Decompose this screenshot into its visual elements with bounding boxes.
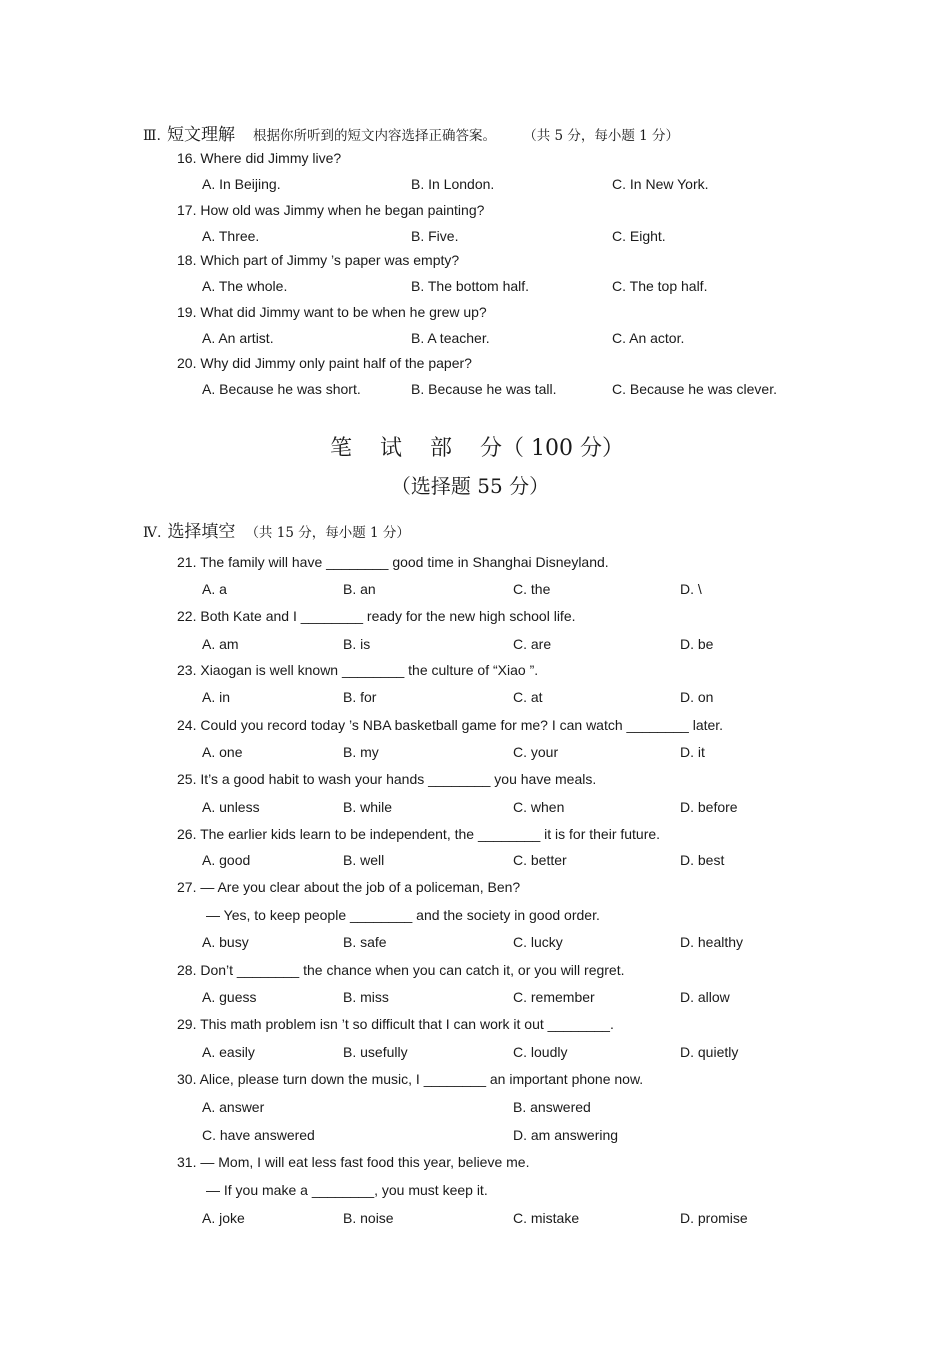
option-29-d: D. quietly — [680, 1044, 739, 1060]
option-17-b: B. Five. — [411, 228, 459, 244]
option-26-b: B. well — [343, 852, 385, 868]
question-18: 18. Which part of Jimmy ’s paper was empty? — [177, 252, 460, 268]
option-16-b: B. In London. — [411, 176, 495, 192]
option-21-a: A. a — [202, 581, 227, 597]
written-part-subheading: （选择题 55 分） — [390, 474, 550, 498]
option-27-b: B. safe — [343, 934, 387, 950]
option-22-c: C. are — [513, 636, 552, 652]
option-24-a: A. one — [202, 744, 243, 760]
option-18-a: A. The whole. — [202, 278, 288, 294]
option-29-c: C. loudly — [513, 1044, 568, 1060]
option-28-a: A. guess — [202, 989, 257, 1005]
question-28: 28. Don’t ________ the chance when you can catch it, or you will regret. — [177, 962, 625, 978]
option-27-d: D. healthy — [680, 934, 744, 950]
question-30: 30. Alice, please turn down the music, I ________ an important phone now. — [177, 1071, 644, 1087]
option-24-b: B. my — [343, 744, 379, 760]
section-number: Ⅲ. — [143, 128, 161, 144]
option-21-c: C. the — [513, 581, 551, 597]
question-19: 19. What did Jimmy want to be when he grew up? — [177, 304, 487, 320]
section-instructions: 根据你所听到的短文内容选择正确答案。 — [252, 128, 496, 144]
option-22-b: B. is — [343, 636, 371, 652]
option-19-c: C. An actor. — [612, 330, 685, 346]
option-28-b: B. miss — [343, 989, 389, 1005]
section-score: （共 15 分，每小题 1 分） — [245, 525, 410, 541]
option-22-a: A. am — [202, 636, 239, 652]
option-25-c: C. when — [513, 799, 565, 815]
option-26-c: C. better — [513, 852, 567, 868]
option-29-b: B. usefully — [343, 1044, 408, 1060]
option-24-c: C. your — [513, 744, 559, 760]
option-19-a: A. An artist. — [202, 330, 274, 346]
question-23: 23. Xiaogan is well known ________ the culture of “Xiao ”. — [177, 662, 539, 678]
question-24: 24. Could you record today ’s NBA basketball game for me? I can watch ________ later. — [177, 717, 724, 733]
option-20-c: C. Because he was clever. — [612, 381, 777, 397]
option-19-b: B. A teacher. — [411, 330, 490, 346]
option-17-a: A. Three. — [202, 228, 260, 244]
section-title: 短文理解 — [166, 125, 235, 145]
option-31-d: D. promise — [680, 1210, 748, 1226]
question-16: 16. Where did Jimmy live? — [177, 150, 342, 166]
written-part-heading — [0, 431, 940, 462]
question-25: 25. It’s a good habit to wash your hands ________ you have meals. — [177, 771, 597, 787]
option-20-b: B. Because he was tall. — [411, 381, 557, 397]
question-31: 31. — Mom, I will eat less fast food this year, believe me. — [177, 1154, 530, 1170]
option-27-a: A. busy — [202, 934, 249, 950]
option-16-a: A. In Beijing. — [202, 176, 281, 192]
question-21: 21. The family will have ________ good time in Shanghai Disneyland. — [177, 554, 609, 570]
option-18-c: C. The top half. — [612, 278, 708, 294]
option-17-c: C. Eight. — [612, 228, 666, 244]
option-30-a: A. answer — [202, 1099, 265, 1115]
heading-char: 试 — [379, 436, 402, 461]
option-16-c: C. In New York. — [612, 176, 709, 192]
question-31-reply: — If you make a ________, you must keep it. — [206, 1182, 488, 1198]
option-25-a: A. unless — [202, 799, 260, 815]
question-27: 27. — Are you clear about the job of a policeman, Ben? — [177, 879, 521, 895]
option-20-a: A. Because he was short. — [202, 381, 361, 397]
section-4-header — [143, 517, 410, 542]
option-23-a: A. in — [202, 689, 231, 705]
option-29-a: A. easily — [202, 1044, 255, 1060]
option-24-d: D. it — [680, 744, 705, 760]
option-23-c: C. at — [513, 689, 543, 705]
heading-char: 笔 — [329, 436, 352, 461]
option-21-b: B. an — [343, 581, 376, 597]
option-26-a: A. good — [202, 852, 251, 868]
heading-char: 部 — [430, 436, 453, 461]
section-score: （共 5 分，每小题 1 分） — [529, 128, 680, 144]
option-30-b: B. answered — [513, 1099, 591, 1115]
option-31-a: A. joke — [202, 1210, 245, 1226]
option-23-b: B. for — [343, 689, 377, 705]
question-26: 26. The earlier kids learn to be independent, the ________ it is for their future. — [177, 826, 661, 842]
question-22: 22. Both Kate and I ________ ready for the new high school life. — [177, 608, 576, 624]
question-27-reply: — Yes, to keep people ________ and the society in good order. — [206, 907, 600, 923]
option-30-d: D. am answering — [513, 1127, 619, 1143]
option-27-c: C. lucky — [513, 934, 563, 950]
section-number: Ⅳ. — [143, 525, 162, 541]
option-23-d: D. on — [680, 689, 714, 705]
option-30-c: C. have answered — [202, 1127, 315, 1143]
option-25-b: B. while — [343, 799, 393, 815]
section-title: 选择填空 — [167, 522, 236, 542]
heading-score: （ 100 分） — [502, 436, 625, 461]
question-20: 20. Why did Jimmy only paint half of the paper? — [177, 355, 472, 371]
option-28-c: C. remember — [513, 989, 595, 1005]
question-17: 17. How old was Jimmy when he began painting? — [177, 202, 485, 218]
option-31-c: C. mistake — [513, 1210, 580, 1226]
option-28-d: D. allow — [680, 989, 730, 1005]
option-26-d: D. best — [680, 852, 725, 868]
heading-char: 分 — [480, 436, 503, 461]
option-31-b: B. noise — [343, 1210, 394, 1226]
option-21-d: D. \ — [680, 581, 702, 597]
section-3-header — [143, 120, 679, 145]
option-22-d: D. be — [680, 636, 714, 652]
question-29: 29. This math problem isn ’t so difficult that I can work it out ________. — [177, 1016, 614, 1032]
option-18-b: B. The bottom half. — [411, 278, 530, 294]
option-25-d: D. before — [680, 799, 738, 815]
